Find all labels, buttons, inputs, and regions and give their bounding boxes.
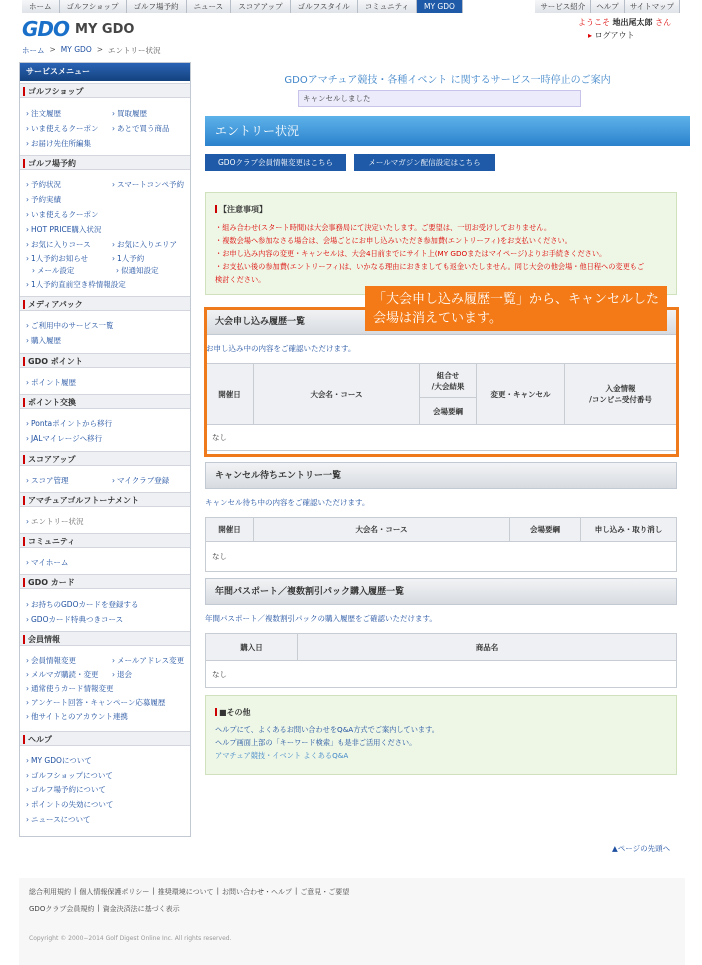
user-name: 地出尾太郎	[612, 18, 653, 27]
utility-nav	[535, 0, 680, 13]
caution-line: ・お申し込み内容の変更・キャンセルは、大会4日前までにサイト上(MY GDOまたはマイページ)よりお手続きください。	[215, 249, 607, 258]
sidebar-group-course-booking	[20, 155, 190, 289]
sidebar-item-purchase-history[interactable]: › 購入履歴	[26, 335, 61, 346]
nav-golf-style[interactable]: ゴルフスタイル	[291, 0, 358, 13]
section-title-passport: 年間パスポート／複数割引パック購入履歴一覧	[205, 578, 677, 605]
sidebar-item-ponta[interactable]: › Pontaポイントから移行	[26, 418, 112, 429]
other-title: ■その他	[215, 707, 251, 718]
col-purchase-date: 購入日	[206, 634, 298, 661]
empty-row: なし	[206, 661, 677, 688]
sidebar-item-survey[interactable]: › アンケート回答・キャンペーン応募履歴	[26, 697, 165, 708]
footer-link-club-terms[interactable]: GDOクラブ会員規約	[29, 905, 95, 913]
sidebar-item-favorite-area[interactable]: › お気に入りエリア	[112, 239, 177, 250]
section-desc-passport: 年間パスポート／複数割引パックの購入履歴をご確認いただけます。	[205, 614, 437, 623]
welcome-message	[578, 17, 671, 28]
sidebar-item-later-items[interactable]: › あとで買う商品	[112, 123, 170, 134]
util-service-intro[interactable]: サービス紹介	[535, 0, 591, 13]
col-date: 開催日	[206, 364, 254, 425]
sidebar-item-solo-booking[interactable]: › 1人予約	[112, 253, 144, 264]
sidebar-group-gdo-card	[20, 574, 190, 624]
nav-golf-course-booking[interactable]: ゴルフ場予約	[127, 0, 187, 13]
other-line: ヘルプにて、よくあるお問い合わせをQ&A方式でご案内しています。	[215, 725, 439, 734]
nav-news[interactable]: ニュース	[187, 0, 232, 13]
sidebar-item-hot-price[interactable]: › HOT PRICE購入状況	[26, 224, 101, 235]
empty-row: なし	[206, 425, 677, 451]
sidebar-item-member-edit[interactable]: › 会員情報変更	[26, 655, 76, 666]
other-line: ヘルプ画面上部の「キーワード検索」も是非ご活用ください。	[215, 738, 417, 747]
footer-link-privacy[interactable]: 個人情報保護ポリシー	[79, 888, 150, 896]
sidebar-item-account-link[interactable]: › 他サイトとのアカウント連携	[26, 711, 128, 722]
faq-link[interactable]: アマチュア競技・イベント よくあるQ&A	[215, 751, 349, 760]
sidebar-group-title: ポイント交換	[20, 394, 190, 409]
copyright: Copyright © 2000−2014 Golf Digest Online Inc. All rights reserved.	[29, 935, 232, 942]
sidebar-item-entry-status[interactable]: › エントリー状況	[26, 516, 84, 527]
col-payment-info: 入金情報 /コンビニ受付番号	[565, 364, 677, 425]
sidebar-group-point-exchange	[20, 394, 190, 443]
col-name-course: 大会名・コース	[254, 364, 420, 425]
section-title-waitlist: キャンセル待ちエントリー一覧	[205, 462, 677, 489]
footer-link-feedback[interactable]: ご意見・ご要望	[300, 888, 350, 896]
caution-line: ・組み合わせ(スタート時間)は大会事務局にて決定いたします。ご要望は、一切お受けしておりません。	[215, 223, 552, 232]
col-apply-cancel: 申し込み・取り消し	[581, 518, 677, 542]
sidebar-group-member-info	[20, 631, 190, 721]
sidebar-group-title: アマチュアゴルフトーナメント	[20, 492, 190, 507]
page-top-link[interactable]	[612, 843, 670, 854]
util-help[interactable]: ヘルプ	[591, 0, 625, 13]
sidebar-item-my-home[interactable]: › マイホーム	[26, 557, 68, 568]
caution-box	[205, 192, 677, 295]
sidebar-item-smart-compe[interactable]: › スマートコンペ予約	[112, 179, 184, 190]
sidebar-item-card-info[interactable]: › 通常使うカード情報変更	[26, 683, 114, 694]
caution-title: 【注意事項】	[215, 204, 267, 215]
sidebar-title: サービスメニュー	[20, 63, 190, 81]
my-gdo-logo-text: MY GDO	[75, 21, 135, 37]
sidebar-group-media-pack	[20, 296, 190, 345]
sidebar-service-menu	[19, 62, 191, 837]
sidebar-item-favorite-course[interactable]: › お気に入りコース	[26, 239, 91, 250]
col-venue-guide: 会場要綱	[510, 518, 581, 542]
sidebar-group-community	[20, 533, 190, 567]
sidebar-group-title: メディアパック	[20, 296, 190, 311]
service-suspension-notice[interactable]: GDOアマチュア競技・各種イベント に関するサービス一時停止のご案内	[284, 75, 611, 86]
sidebar-item-coupons[interactable]: › いま使えるクーポン	[26, 123, 99, 134]
sidebar-group-title: スコアアップ	[20, 451, 190, 466]
mailmag-setting-button[interactable]: メールマガジン配信設定はこちら	[354, 154, 495, 171]
breadcrumb-home[interactable]: ホーム	[22, 46, 45, 55]
footer-separator: |	[216, 887, 219, 895]
sidebar-item-my-club[interactable]: › マイクラブ登録	[112, 475, 169, 486]
sidebar-group-title: 会員情報	[20, 631, 190, 646]
footer-separator: |	[74, 887, 77, 895]
sidebar-item-email-change[interactable]: › メールアドレス変更	[112, 655, 184, 666]
sidebar-item-service-list[interactable]: › ご利用中のサービス一覧	[26, 320, 114, 331]
annotation-callout: 「大会申し込み履歴一覧」から、キャンセルした会場は消えています。	[365, 286, 667, 331]
gdo-logo-text: GDO	[22, 17, 70, 41]
footer-link-environment[interactable]: 推奨環境について	[157, 888, 214, 896]
page-top-label: ページの先頭へ	[617, 844, 671, 853]
empty-row: なし	[206, 542, 677, 572]
sidebar-item-about-points[interactable]: › ポイントの失効について	[26, 799, 113, 810]
nav-score-up[interactable]: スコアアップ	[231, 0, 290, 13]
footer-link-terms[interactable]: 総合利用規約	[29, 888, 71, 896]
footer-separator: |	[294, 887, 298, 895]
sidebar-item-jal[interactable]: › JALマイレージへ移行	[26, 433, 102, 444]
logout-label: ログアウト	[594, 31, 635, 40]
breadcrumb-separator: >	[49, 45, 56, 54]
sidebar-group-title: GDO カード	[20, 574, 190, 589]
footer-separator: |	[152, 887, 155, 895]
waitlist-table	[205, 517, 677, 572]
welcome-suffix: さん	[655, 18, 672, 27]
caret-up-icon: ▲	[612, 844, 618, 853]
sidebar-item-point-history[interactable]: › ポイント履歴	[26, 377, 76, 388]
sidebar-group-title: コミュニティ	[20, 533, 190, 548]
sidebar-item-solo-notice[interactable]: › 1人予約お知らせ	[26, 253, 88, 264]
breadcrumb	[22, 45, 161, 56]
sidebar-item-mailmag[interactable]: › メルマガ購読・変更	[26, 669, 99, 680]
sidebar-group-title: ゴルフ場予約	[20, 155, 190, 170]
sidebar-group-help	[20, 731, 190, 824]
col-product-name: 商品名	[298, 634, 677, 661]
welcome-prefix: ようこそ	[578, 18, 610, 27]
util-sitemap[interactable]: サイトマップ	[625, 0, 680, 13]
col-change-cancel: 変更・キャンセル	[477, 364, 565, 425]
breadcrumb-my-gdo[interactable]: MY GDO	[60, 45, 92, 54]
sidebar-group-title: ゴルフショップ	[20, 83, 190, 98]
breadcrumb-current: エントリー状況	[108, 46, 161, 55]
section-desc-entry-history: お申し込み中の内容をご確認いただけます。	[206, 344, 356, 353]
sidebar-group-score-up	[20, 451, 190, 485]
nav-home[interactable]: ホーム	[22, 0, 60, 13]
col-date: 開催日	[206, 518, 254, 542]
other-info-box	[205, 695, 677, 775]
logout-link[interactable]	[588, 30, 635, 41]
sidebar-item-buyback-history[interactable]: › 買取履歴	[112, 108, 147, 119]
col-venue-guide: 会場要綱	[420, 398, 477, 425]
sidebar-group-title: GDO ポイント	[20, 353, 190, 368]
caution-line: 検討ください。	[215, 275, 266, 284]
col-combo-result: 組合せ /大会結果	[420, 364, 477, 398]
section-title-entry-history: 大会申し込み履歴一覧	[205, 308, 677, 335]
sidebar-item-card-course[interactable]: › GDOカード特典つきコース	[26, 614, 123, 625]
sidebar-item-register-card[interactable]: › お持ちのGDOカードを登録する	[26, 599, 139, 610]
sidebar-item-about-booking[interactable]: › ゴルフ場予約について	[26, 784, 106, 795]
footer-links	[29, 887, 349, 897]
footer-separator: |	[97, 904, 100, 912]
global-nav	[22, 0, 463, 13]
sidebar-group-title: ヘルプ	[20, 731, 190, 746]
footer-links-2	[29, 904, 180, 914]
sidebar-item-coupons-2[interactable]: › いま使えるクーポン	[26, 209, 99, 220]
caution-line: ・複数会場へ参加なさる場合は、会場ごとにお申し込みいただき参加費(エントリーフィ)をお支払いください。	[215, 236, 572, 245]
nav-community[interactable]: コミュニティ	[358, 0, 417, 13]
sidebar-item-last-minute[interactable]: › 1人予約直前空き枠情報設定	[26, 279, 126, 290]
sidebar-item-about-news[interactable]: › ニュースについて	[26, 814, 90, 825]
nav-golf-shop[interactable]: ゴルフショップ	[60, 0, 127, 13]
sidebar-item-about-my-gdo[interactable]: › MY GDOについて	[26, 755, 92, 766]
page-title: エントリー状況	[205, 116, 690, 146]
sidebar-item-address-edit[interactable]: › お届け先住所編集	[26, 138, 91, 149]
sidebar-item-about-shop[interactable]: › ゴルフショップについて	[26, 770, 113, 781]
sidebar-item-notify-setting[interactable]: › 似通知設定	[116, 265, 159, 276]
passport-table	[205, 633, 677, 688]
nav-my-gdo[interactable]: MY GDO	[417, 0, 463, 13]
footer-link-contact[interactable]: お問い合わせ・ヘルプ	[221, 888, 292, 896]
footer-link-payment-act[interactable]: 資金決済法に基づく表示	[102, 905, 180, 913]
sidebar-item-score-manage[interactable]: › スコア管理	[26, 475, 69, 486]
caution-line: ・お支払い後の参加費(エントリーフィ)は、いかなる理由におきましても返金いたしません。同じ大会の他会場・他日程への変更もご	[215, 262, 645, 271]
site-logo[interactable]	[22, 18, 134, 40]
club-member-edit-button[interactable]: GDOクラブ会員情報変更はこちら	[205, 154, 346, 171]
sidebar-item-mail-setting[interactable]: › メール設定	[32, 265, 74, 276]
col-name-course: 大会名・コース	[254, 518, 510, 542]
arrow-right-icon: ▸	[588, 31, 593, 40]
sidebar-item-booking-status[interactable]: › 予約状況	[26, 179, 61, 190]
sidebar-group-gdo-point	[20, 353, 190, 387]
sidebar-item-withdraw[interactable]: › 退会	[112, 669, 132, 680]
cancel-confirmation-message: キャンセルしました	[298, 90, 581, 107]
sidebar-item-booking-record[interactable]: › 予約実績	[26, 194, 61, 205]
breadcrumb-separator: >	[96, 45, 104, 54]
sidebar-item-order-history[interactable]: › 注文履歴	[26, 108, 61, 119]
sidebar-group-golf-shop	[20, 83, 190, 148]
section-desc-waitlist: キャンセル待ち中の内容をご確認いただけます。	[205, 498, 370, 507]
sidebar-group-amateur-tournament	[20, 492, 190, 526]
